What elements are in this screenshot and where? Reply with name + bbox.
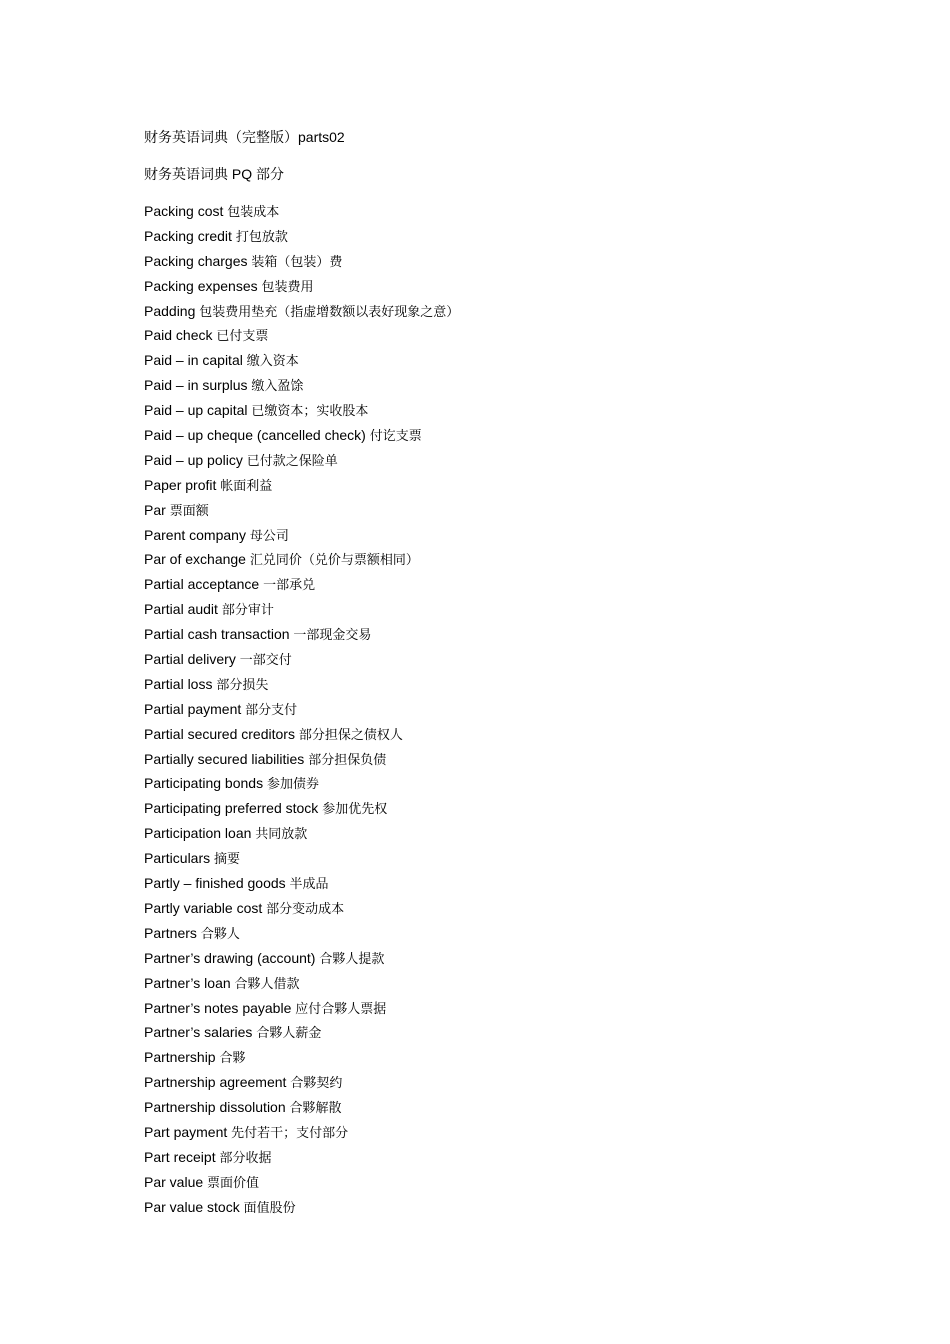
entry-term: Part receipt	[144, 1148, 216, 1165]
entry-term: Par	[144, 501, 166, 518]
glossary-entry	[144, 948, 459, 973]
entry-term: Paid – in surplus	[144, 377, 248, 394]
entry-term: Partial payment	[144, 700, 242, 717]
entry-translation: 已缴资本；实收股本	[251, 404, 369, 420]
glossary-entry	[144, 823, 459, 848]
entry-translation: 合夥解散	[289, 1101, 342, 1117]
entry-term: Part payment	[144, 1123, 228, 1140]
entry-translation: 打包放款	[235, 229, 288, 245]
entry-term: Partners	[144, 924, 197, 941]
entry-translation: 汇兑同价（兑价与票额相同）	[249, 553, 419, 569]
entry-term: Paid – in capital	[144, 352, 243, 369]
glossary-entry	[144, 375, 459, 400]
glossary-entry	[144, 1197, 459, 1222]
glossary-entry	[144, 1172, 459, 1197]
entry-term: Paper profit	[144, 476, 217, 493]
entry-translation: 部分损失	[216, 677, 269, 693]
glossary-entry	[144, 973, 459, 998]
entry-translation: 帐面利益	[220, 478, 273, 494]
entry-translation: 部分收据	[219, 1150, 272, 1166]
entry-term: Packing credit	[144, 227, 232, 244]
entry-term: Partial secured creditors	[144, 725, 295, 742]
entry-term: Par value	[144, 1173, 204, 1190]
glossary-list	[144, 201, 459, 1222]
glossary-entry	[144, 201, 459, 226]
glossary-entry	[144, 251, 459, 276]
glossary-entry	[144, 873, 459, 898]
entry-translation: 包装费用	[261, 279, 314, 295]
glossary-entry	[144, 1022, 459, 1047]
glossary-entry	[144, 1122, 459, 1147]
glossary-entry	[144, 1097, 459, 1122]
entry-translation: 已付支票	[216, 329, 269, 345]
entry-term: Partner’s loan	[144, 974, 231, 991]
entry-term: Partly – finished goods	[144, 875, 286, 892]
entry-translation: 母公司	[249, 528, 289, 544]
entry-translation: 票面价值	[207, 1175, 260, 1191]
entry-term: Par of exchange	[144, 551, 246, 568]
glossary-entry	[144, 400, 459, 425]
entry-translation: 合夥契约	[290, 1076, 343, 1092]
entry-translation: 缴入资本	[246, 354, 299, 370]
entry-term: Paid – up cheque (cancelled check)	[144, 427, 366, 444]
glossary-entry	[144, 1047, 459, 1072]
glossary-entry	[144, 549, 459, 574]
entry-translation: 部分支付	[245, 702, 298, 718]
document-title: 财务英语词典（完整版）parts02	[144, 129, 345, 145]
glossary-entry	[144, 1072, 459, 1097]
entry-term: Partial loss	[144, 675, 213, 692]
entry-translation: 摘要	[214, 852, 241, 868]
entry-translation: 合夥	[219, 1051, 246, 1067]
entry-translation: 包装成本	[227, 205, 280, 220]
entry-translation: 半成品	[289, 877, 329, 893]
entry-term: Packing charges	[144, 252, 248, 269]
entry-term: Par value stock	[144, 1198, 240, 1215]
glossary-entry	[144, 425, 459, 450]
entry-translation: 已付款之保险单	[246, 453, 338, 469]
glossary-entry	[144, 998, 459, 1023]
glossary-entry	[144, 475, 459, 500]
glossary-entry	[144, 724, 459, 749]
glossary-entry	[144, 450, 459, 475]
entry-translation: 包装费用垫充（指虚增数额以表好现象之意）	[199, 304, 460, 320]
entry-term: Packing cost	[144, 203, 224, 219]
glossary-entry	[144, 350, 459, 375]
entry-term: Packing expenses	[144, 277, 258, 294]
entry-translation: 参加优先权	[322, 802, 388, 818]
glossary-entry	[144, 898, 459, 923]
glossary-entry	[144, 674, 459, 699]
glossary-entry	[144, 276, 459, 301]
entry-term: Partly variable cost	[144, 899, 263, 916]
entry-term: Paid – up policy	[144, 451, 243, 468]
entry-term: Partnership dissolution	[144, 1099, 286, 1116]
entry-term: Partnership agreement	[144, 1074, 287, 1091]
glossary-entry	[144, 773, 459, 798]
glossary-entry	[144, 500, 459, 525]
entry-translation: 共同放款	[255, 827, 308, 843]
entry-translation: 应付合夥人票据	[295, 1001, 387, 1017]
glossary-entry	[144, 923, 459, 948]
entry-term: Participating bonds	[144, 775, 264, 792]
entry-term: Paid – up capital	[144, 402, 248, 419]
entry-translation: 先付若干；支付部分	[231, 1125, 349, 1141]
glossary-entry	[144, 798, 459, 823]
glossary-entry	[144, 1147, 459, 1172]
entry-term: Partially secured liabilities	[144, 750, 305, 767]
glossary-entry	[144, 301, 459, 326]
entry-term: Partner’s notes payable	[144, 999, 292, 1016]
entry-term: Parent company	[144, 526, 246, 543]
glossary-entry	[144, 699, 459, 724]
glossary-entry	[144, 325, 459, 350]
glossary-entry	[144, 226, 459, 251]
entry-translation: 部分担保之债权人	[298, 727, 403, 743]
entry-translation: 面值股份	[243, 1200, 296, 1216]
entry-translation: 部分变动成本	[266, 901, 345, 917]
glossary-entry	[144, 624, 459, 649]
glossary-entry	[144, 749, 459, 774]
glossary-entry	[144, 574, 459, 599]
entry-translation: 参加债券	[266, 777, 319, 793]
glossary-entry	[144, 599, 459, 624]
entry-translation: 一部承兑	[263, 578, 316, 594]
entry-translation: 部分担保负债	[308, 752, 387, 768]
document-subtitle: 财务英语词典 PQ 部分	[144, 166, 285, 182]
glossary-entry	[144, 525, 459, 550]
entry-term: Partial delivery	[144, 651, 236, 668]
glossary-entry	[144, 848, 459, 873]
entry-translation: 一部现金交易	[293, 628, 372, 644]
entry-term: Participating preferred stock	[144, 800, 319, 817]
entry-translation: 付讫支票	[369, 429, 422, 445]
entry-translation: 缴入盈馀	[251, 379, 304, 395]
entry-translation: 装箱（包装）费	[251, 254, 343, 270]
entry-translation: 合夥人	[200, 926, 240, 942]
entry-term: Partial acceptance	[144, 576, 260, 593]
entry-term: Padding	[144, 302, 196, 319]
entry-term: Partner’s salaries	[144, 1024, 253, 1041]
entry-translation: 合夥人借款	[234, 976, 300, 992]
entry-term: Paid check	[144, 327, 213, 344]
entry-term: Partial audit	[144, 601, 218, 618]
entry-translation: 合夥人薪金	[256, 1026, 322, 1042]
entry-term: Particulars	[144, 850, 211, 867]
entry-term: Partial cash transaction	[144, 626, 290, 643]
entry-translation: 合夥人提款	[319, 951, 385, 967]
entry-translation: 部分审计	[221, 603, 274, 619]
entry-term: Participation loan	[144, 825, 252, 842]
glossary-entry	[144, 649, 459, 674]
entry-term: Partnership	[144, 1049, 216, 1066]
entry-translation: 票面额	[169, 503, 209, 519]
entry-term: Partner’s drawing (account)	[144, 949, 316, 966]
entry-translation: 一部交付	[239, 653, 292, 669]
